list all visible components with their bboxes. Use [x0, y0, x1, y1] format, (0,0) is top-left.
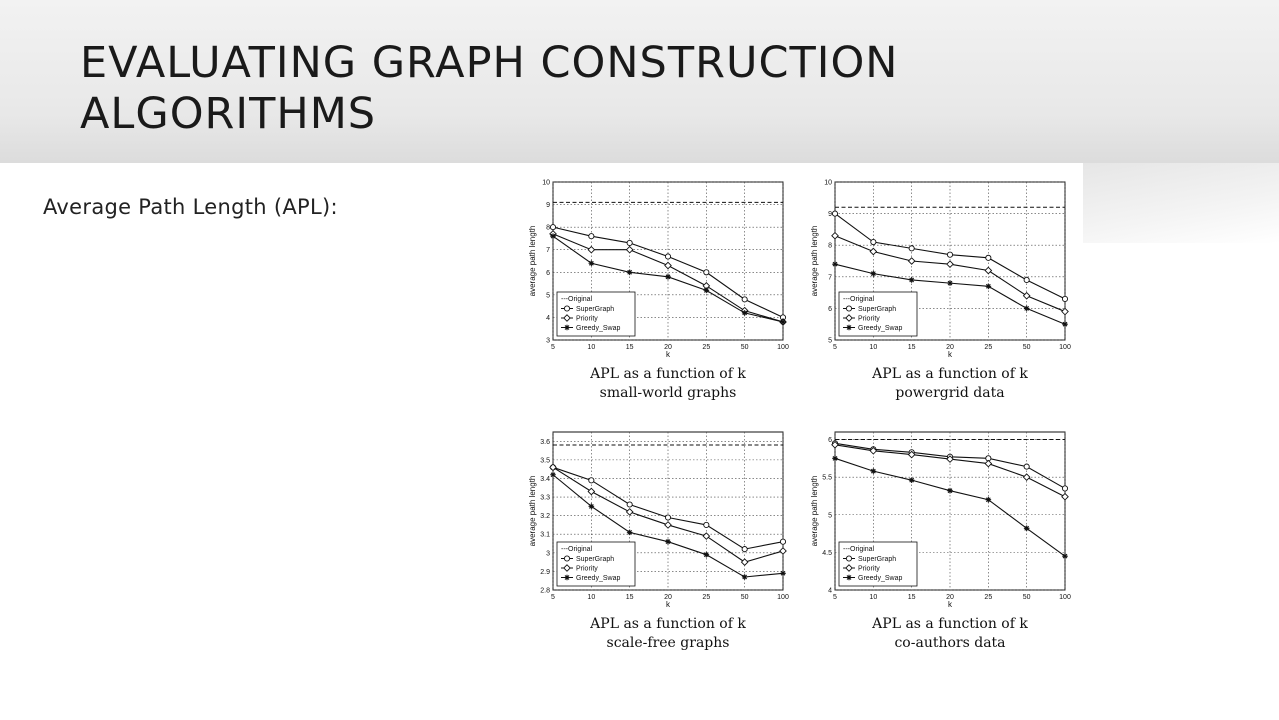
x-tick-label: 20 — [664, 594, 672, 601]
data-point — [742, 547, 747, 552]
data-point — [704, 552, 710, 558]
y-tick-label: 10 — [824, 179, 832, 187]
x-tick-label: 15 — [625, 594, 634, 601]
legend-label: Priority — [858, 565, 880, 573]
data-point — [665, 539, 671, 545]
decorative-band — [1083, 163, 1279, 243]
data-point — [704, 522, 709, 527]
x-tick-label: 50 — [740, 594, 749, 601]
legend-label: SuperGraph — [858, 306, 897, 313]
slide-subtitle: Average Path Length (APL): — [43, 195, 338, 219]
y-tick-label: 5 — [546, 292, 550, 300]
y-tick-label: 8 — [828, 242, 832, 250]
x-tick-label: 15 — [625, 344, 634, 351]
data-point — [909, 277, 915, 283]
data-point — [871, 239, 876, 244]
x-tick-label: 10 — [869, 344, 878, 351]
y-tick-label: 8 — [546, 224, 550, 232]
data-point — [780, 319, 786, 325]
data-point — [909, 477, 915, 483]
x-tick-label: 25 — [984, 344, 993, 351]
legend-label: SuperGraph — [576, 556, 615, 563]
y-tick-label: 6 — [828, 437, 832, 445]
y-tick-label: 2.9 — [540, 568, 550, 576]
legend-marker — [564, 306, 569, 311]
y-tick-label: 2.8 — [540, 587, 550, 595]
legend-label: SuperGraph — [576, 306, 615, 313]
y-tick-label: 5 — [828, 337, 832, 345]
x-tick-label: 100 — [777, 344, 789, 351]
chart-caption-line-1: APL as a function of k — [872, 366, 1028, 382]
legend-marker — [564, 575, 570, 581]
x-tick-label: 100 — [1059, 594, 1071, 601]
legend-label: ---Original — [561, 296, 593, 303]
x-tick-label: 25 — [984, 594, 993, 601]
data-point — [986, 497, 992, 503]
y-tick-label: 7 — [546, 247, 550, 255]
slide-title — [80, 38, 1180, 140]
y-tick-label: 9 — [546, 202, 550, 210]
data-point — [986, 283, 992, 289]
y-tick-label: 7 — [828, 274, 832, 282]
x-tick-label: 5 — [551, 594, 555, 601]
chart-powergrid — [797, 170, 1079, 410]
data-point — [986, 255, 991, 260]
legend-label: Greedy_Swap — [576, 575, 621, 582]
y-tick-label: 4.5 — [822, 549, 832, 557]
x-tick-label: 10 — [587, 344, 596, 351]
x-tick-label: 100 — [777, 594, 789, 601]
y-tick-label: 3.2 — [540, 513, 550, 521]
x-tick-label: 100 — [1059, 344, 1071, 351]
data-point — [742, 297, 747, 302]
data-point — [742, 310, 748, 316]
y-tick-label: 4 — [828, 587, 832, 595]
y-tick-label: 3.4 — [540, 475, 550, 483]
data-point — [704, 288, 710, 294]
x-tick-label: 20 — [946, 344, 954, 351]
chart-caption-line-2: powergrid data — [895, 385, 1005, 401]
y-axis-label: average path length — [810, 475, 819, 547]
x-tick-label: 25 — [702, 344, 711, 351]
x-tick-label: 25 — [702, 594, 711, 601]
figure-grid — [505, 165, 1083, 665]
chart-caption-line-2: co-authors data — [894, 635, 1006, 651]
data-point — [1024, 306, 1030, 312]
x-tick-label: 10 — [869, 594, 878, 601]
x-tick-label: 15 — [907, 344, 916, 351]
data-point — [550, 233, 556, 239]
title-banner — [0, 0, 1279, 163]
legend-label: Greedy_Swap — [858, 325, 903, 332]
data-point — [1062, 321, 1068, 327]
legend-marker — [846, 306, 851, 311]
data-point — [832, 456, 838, 462]
data-point — [550, 472, 556, 478]
x-axis-label: k — [666, 350, 670, 359]
legend-marker — [846, 325, 852, 331]
x-tick-label: 15 — [907, 594, 916, 601]
x-axis-label: k — [666, 600, 670, 609]
y-tick-label: 3.3 — [540, 494, 550, 502]
data-point — [589, 478, 594, 483]
data-point — [550, 225, 555, 230]
y-tick-label: 3 — [546, 550, 550, 558]
data-point — [947, 280, 953, 286]
legend-label: Priority — [576, 315, 598, 323]
data-point — [589, 234, 594, 239]
chart-co-authors — [797, 420, 1079, 660]
data-point — [1062, 486, 1067, 491]
data-point — [780, 539, 785, 544]
chart-small-world — [515, 170, 797, 410]
y-axis-label: average path length — [528, 225, 537, 297]
x-tick-label: 50 — [1022, 344, 1031, 351]
x-axis-label: k — [948, 350, 952, 359]
x-tick-label: 10 — [587, 594, 596, 601]
y-axis-label: average path length — [810, 225, 819, 297]
data-point — [627, 502, 632, 507]
data-point — [871, 271, 877, 277]
data-point — [871, 468, 877, 474]
slide-title-line-2: ALGORITHMS — [80, 89, 377, 139]
legend-label: Greedy_Swap — [576, 325, 621, 332]
y-tick-label: 3.1 — [540, 531, 550, 539]
y-tick-label: 5 — [828, 512, 832, 520]
data-point — [665, 515, 670, 520]
chart-caption-line-1: APL as a function of k — [590, 616, 746, 632]
data-point — [665, 254, 670, 259]
data-point — [780, 570, 786, 576]
x-tick-label: 5 — [833, 594, 837, 601]
y-tick-label: 6 — [828, 305, 832, 313]
y-tick-label: 5.5 — [822, 474, 832, 482]
data-point — [704, 270, 709, 275]
data-point — [1062, 296, 1067, 301]
legend-marker — [846, 556, 851, 561]
legend-marker — [564, 325, 570, 331]
chart-caption-line-2: small-world graphs — [599, 385, 737, 401]
y-tick-label: 10 — [542, 179, 550, 187]
data-point — [627, 530, 633, 536]
data-point — [627, 269, 633, 275]
chart-caption-line-1: APL as a function of k — [872, 616, 1028, 632]
legend-label: Priority — [576, 565, 598, 573]
data-point — [1062, 553, 1068, 559]
y-tick-label: 3 — [546, 337, 550, 345]
data-point — [742, 574, 748, 580]
data-point — [1024, 464, 1029, 469]
legend-label: SuperGraph — [858, 556, 897, 563]
y-tick-label: 9 — [828, 211, 832, 219]
chart-caption-line-1: APL as a function of k — [590, 366, 746, 382]
legend-label: Priority — [858, 315, 880, 323]
x-axis-label: k — [948, 600, 952, 609]
data-point — [909, 246, 914, 251]
legend-label: ---Original — [561, 546, 593, 553]
x-tick-label: 5 — [833, 344, 837, 351]
x-tick-label: 5 — [551, 344, 555, 351]
legend-label: ---Original — [843, 296, 875, 303]
legend-marker — [846, 575, 852, 581]
x-tick-label: 20 — [946, 594, 954, 601]
y-tick-label: 3.5 — [540, 457, 550, 465]
data-point — [1024, 526, 1030, 532]
legend-marker — [564, 556, 569, 561]
chart-caption-line-2: scale-free graphs — [606, 635, 730, 651]
y-tick-label: 3.6 — [540, 438, 550, 446]
legend-label: Greedy_Swap — [858, 575, 903, 582]
data-point — [589, 504, 595, 510]
data-point — [832, 261, 838, 267]
data-point — [589, 260, 595, 266]
data-point — [665, 274, 671, 280]
x-tick-label: 50 — [1022, 594, 1031, 601]
chart-scale-free — [515, 420, 797, 660]
y-tick-label: 4 — [546, 314, 550, 322]
y-axis-label: average path length — [528, 475, 537, 547]
data-point — [947, 252, 952, 257]
data-point — [627, 240, 632, 245]
legend-label: ---Original — [843, 546, 875, 553]
y-tick-label: 6 — [546, 269, 550, 277]
x-tick-label: 20 — [664, 344, 672, 351]
data-point — [832, 211, 837, 216]
slide-title-line-1: EVALUATING GRAPH CONSTRUCTION — [80, 38, 899, 88]
data-point — [1024, 277, 1029, 282]
x-tick-label: 50 — [740, 344, 749, 351]
data-point — [947, 488, 953, 494]
